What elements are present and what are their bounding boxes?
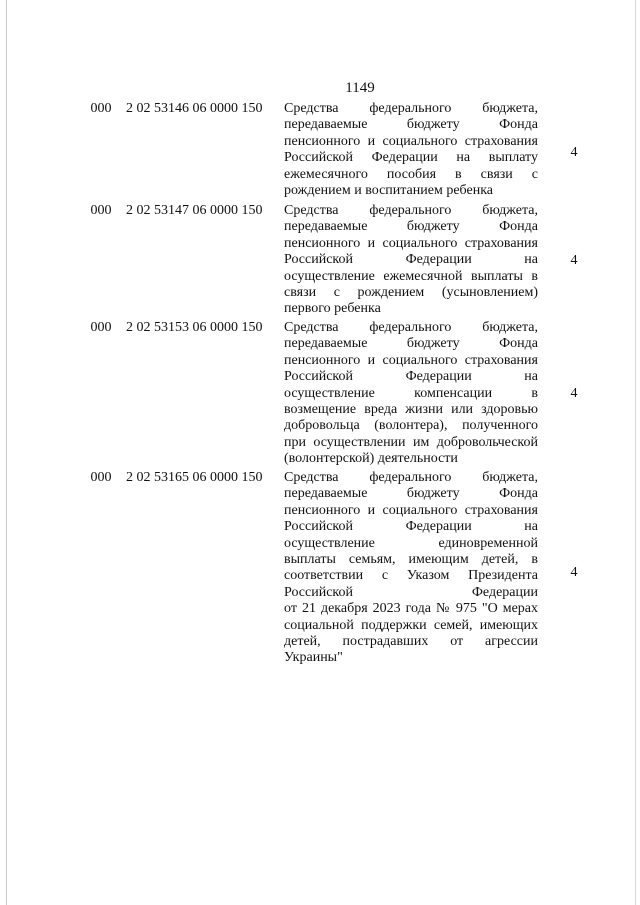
scan-edge-right <box>635 0 636 905</box>
kbk-code: 2 02 53165 06 0000 150 <box>126 470 263 485</box>
admin-code: 000 <box>90 320 112 335</box>
description-line: детей, пострадавших от агрессии <box>284 634 538 650</box>
description-line: пенсионного и социального страхования <box>284 352 538 368</box>
description-line: Средства федерального бюджета, <box>284 320 538 335</box>
page-number: 1149 <box>345 80 375 96</box>
description-line: Российской Федерации на <box>284 252 538 268</box>
description-line: Российской Федерации на <box>284 519 538 535</box>
row-description <box>284 320 538 468</box>
description-line: передаваемые бюджету Фонда <box>284 336 538 352</box>
description-line: передаваемые бюджету Фонда <box>284 117 538 133</box>
description-line: связи с рождением (усыновлением) <box>284 285 538 301</box>
kbk-code: 2 02 53146 06 0000 150 <box>126 101 263 116</box>
description-line: Украины" <box>284 650 343 666</box>
description-line: добровольца (волонтера), полученного <box>284 418 538 434</box>
row-amount: 4 <box>570 145 578 160</box>
row-description <box>284 203 538 318</box>
description-line: (волонтерской) деятельности <box>284 451 458 467</box>
row-amount: 4 <box>570 565 578 580</box>
description-line: Средства федерального бюджета, <box>284 470 538 485</box>
description-line: рождением и воспитанием ребенка <box>284 183 493 199</box>
admin-code: 000 <box>90 101 112 116</box>
row-amount: 4 <box>570 386 578 401</box>
description-line: соответствии с Указом Президента <box>284 568 538 584</box>
kbk-code: 2 02 53147 06 0000 150 <box>126 203 263 218</box>
description-line: передаваемые бюджету Фонда <box>284 486 538 502</box>
description-line: Российской Федерации на <box>284 369 538 385</box>
description-line: от 21 декабря 2023 года № 975 "О мерах <box>284 601 538 617</box>
description-line: выплаты семьям, имеющим детей, в <box>284 552 538 568</box>
kbk-code: 2 02 53153 06 0000 150 <box>126 320 263 335</box>
description-line: пенсионного и социального страхования <box>284 235 538 251</box>
description-line: пенсионного и социального страхования <box>284 502 538 518</box>
description-line: осуществление единовременной <box>284 535 538 551</box>
description-line: Российской Федерации на выплату <box>284 150 538 166</box>
description-line: осуществление компенсации в <box>284 385 538 401</box>
description-line: при осуществлении им добровольческой <box>284 434 538 450</box>
admin-code: 000 <box>90 470 112 485</box>
description-line: передаваемые бюджету Фонда <box>284 219 538 235</box>
row-description <box>284 470 538 667</box>
description-line: Средства федерального бюджета, <box>284 101 538 116</box>
description-line: социальной поддержки семей, имеющих <box>284 617 538 633</box>
admin-code: 000 <box>90 203 112 218</box>
description-line: возмещение вреда жизни или здоровью <box>284 402 538 418</box>
description-line: осуществление ежемесячной выплаты в <box>284 268 538 284</box>
row-description <box>284 101 538 199</box>
description-line: ежемесячного пособия в связи с <box>284 166 538 182</box>
row-amount: 4 <box>570 253 578 268</box>
description-line: Российской Федерации <box>284 584 538 600</box>
description-line: Средства федерального бюджета, <box>284 203 538 218</box>
description-line: первого ребенка <box>284 301 381 317</box>
scan-edge-left <box>6 0 7 905</box>
description-line: пенсионного и социального страхования <box>284 133 538 149</box>
